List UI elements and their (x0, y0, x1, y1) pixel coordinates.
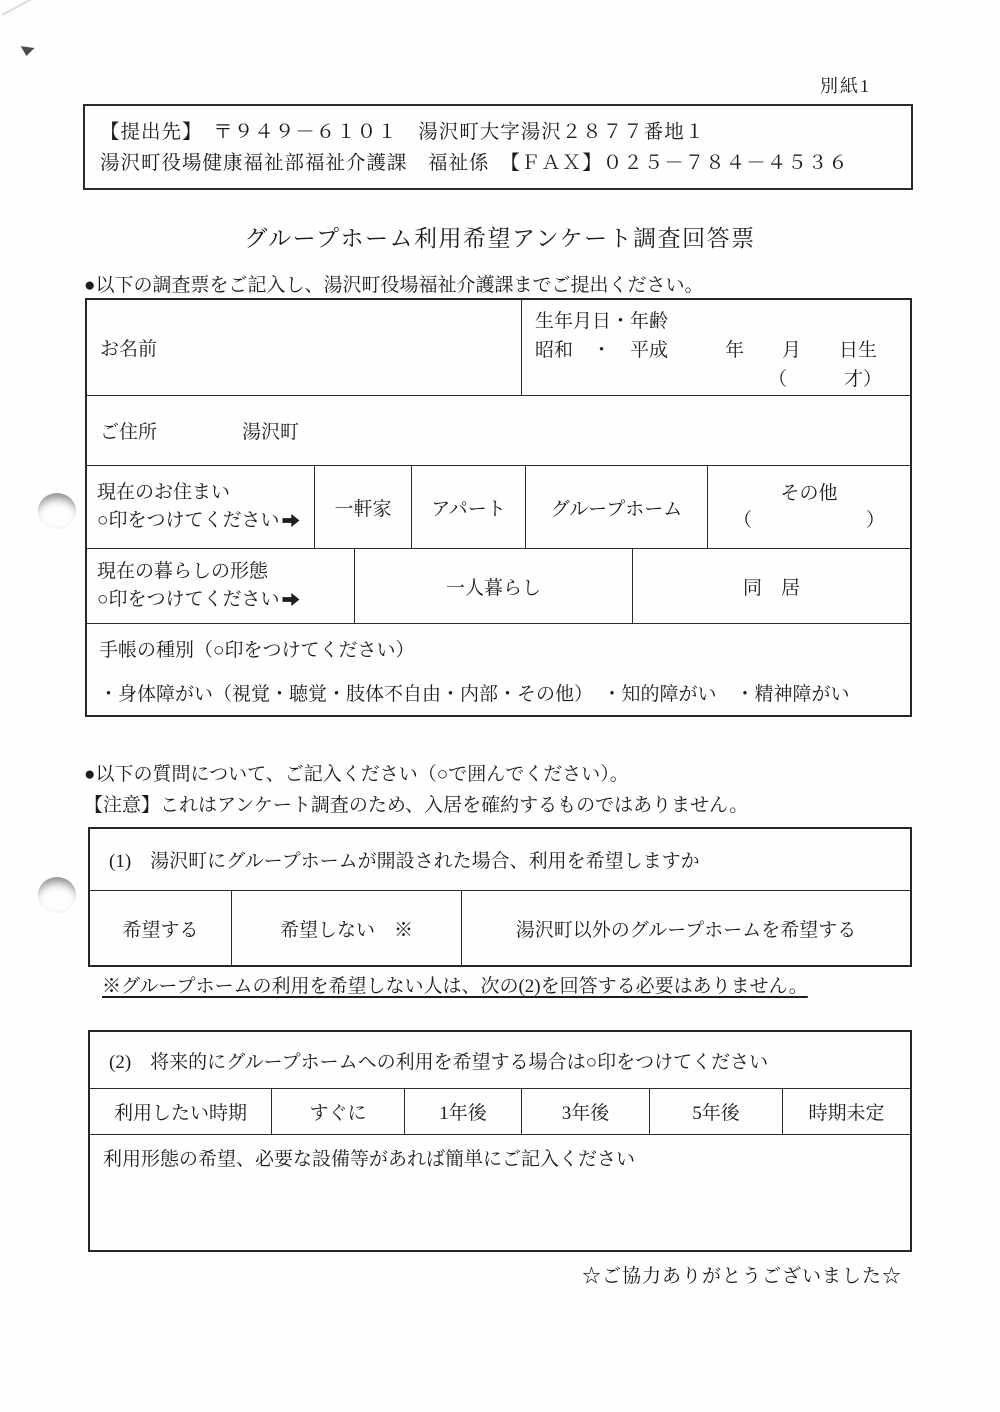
timing-option-undecided: 時期未定 (808, 1103, 885, 1124)
name-birthdate-row (87, 300, 910, 396)
question-section-instruction: ●以下の質問について、ご記入ください（○で囲んでください）。 (84, 764, 629, 785)
q1-option-not-want: 希望しない ※ (232, 891, 462, 965)
question2-timing-row (90, 1089, 910, 1135)
living-form-label (87, 549, 355, 623)
residence-other-label: その他 (780, 483, 838, 504)
q1-option-other-town: 湯沢町以外のグループホームを希望する (515, 919, 857, 941)
freetext-instruction: 利用形態の希望、必要な設備等があれば簡単にご記入ください (103, 1149, 636, 1170)
question1-table (88, 827, 912, 967)
current-residence-label (87, 466, 315, 548)
current-residence-label-line1: 現在のお住まい (97, 482, 231, 503)
birthdate-field (522, 300, 910, 395)
right-arrow-icon (282, 593, 299, 606)
form-title: グループホーム利用希望アンケート調査回答票 (244, 226, 756, 251)
residence-option-apartment: アパート (412, 466, 526, 548)
certificate-type-label: 手帳の種別（○印をつけてください） (99, 640, 415, 661)
birthdate-age-line: （ 才） (767, 369, 882, 390)
q1-option-want: 希望する (90, 891, 232, 965)
circle-instruction-text: ○印をつけてください (97, 589, 280, 610)
residence-option-grouphome: グループホーム (526, 466, 708, 548)
right-arrow-icon (282, 514, 299, 527)
birthdate-label: 生年月日・年齢 (535, 311, 669, 332)
residence-option-house: 一軒家 (315, 466, 412, 548)
submission-address-line2: 湯沢町役場健康福祉部福祉介護課 福祉係 【ＦＡＸ】０２５－７８４－４５３６ (100, 153, 849, 174)
question2-text: (2) 将来的にグループホームへの利用を希望する場合は○印をつけてください (109, 1051, 769, 1073)
living-option-alone: 一人暮らし (355, 549, 633, 623)
question1-footnote: ※グループホームの利用を希望しない人は、次の(2)を回答する必要はありません。 (102, 976, 808, 997)
disability-certificate-field (87, 624, 910, 715)
name-field: お名前 (87, 300, 522, 395)
intro-instruction: ●以下の調査票をご記入し、湯沢町役場福祉介護課までご提出ください。 (84, 275, 704, 296)
timing-label: 利用したい時期 (90, 1089, 272, 1134)
timing-option-3years: 3年後 (522, 1089, 650, 1134)
living-form-label-line1: 現在の暮らしの形態 (97, 561, 269, 582)
question-section-caution: 【注意】これはアンケート調査のため、入居を確約するものではありません。 (84, 795, 749, 816)
residence-other-parens: （ ） (732, 510, 885, 531)
question1-options-row (90, 891, 910, 965)
submission-address-box (83, 104, 913, 190)
question2-table (88, 1030, 912, 1252)
certificate-type-options: ・身体障がい（視覚・聴覚・肢体不自由・内部・その他） ・知的障がい ・精神障がい (99, 684, 850, 705)
applicant-info-table (85, 298, 912, 717)
current-residence-row (87, 466, 910, 549)
timing-option-5years: 5年後 (650, 1089, 783, 1134)
current-residence-label-line2 (97, 507, 314, 535)
living-form-label-line2 (97, 586, 354, 614)
residence-option-other (708, 466, 910, 548)
closing-thanks: ☆ご協力ありがとうございました☆ (581, 1266, 902, 1287)
punch-hole (38, 493, 76, 529)
question1-text: (1) 湯沢町にグループホームが開設された場合、利用を希望しますか (109, 851, 700, 872)
scan-smudge (2, 0, 33, 16)
scan-triangle-mark (19, 46, 34, 57)
living-form-row (87, 549, 910, 624)
address-row (87, 396, 910, 466)
living-option-together: 同 居 (742, 577, 800, 599)
circle-instruction-text: ○印をつけてください (97, 510, 280, 531)
timing-option-now: すぐに (272, 1089, 405, 1134)
question1-header-row (90, 829, 910, 891)
address-field (87, 396, 910, 465)
address-value: 湯沢町 (242, 422, 300, 443)
question2-freetext-row (90, 1135, 910, 1250)
address-label: ご住所 (100, 422, 158, 443)
birthdate-era-line: 昭和 ・ 平成 年 月 日生 (535, 340, 878, 361)
submission-address-line1: 【提出先】 〒９４９－６１０１ 湯沢町大字湯沢２８７７番地１ (100, 122, 706, 143)
disability-certificate-row (87, 624, 910, 715)
question2-header-row (90, 1032, 910, 1089)
punch-hole (38, 877, 76, 913)
attachment-number-label: 別紙1 (820, 76, 871, 96)
timing-option-1year: 1年後 (405, 1089, 522, 1134)
